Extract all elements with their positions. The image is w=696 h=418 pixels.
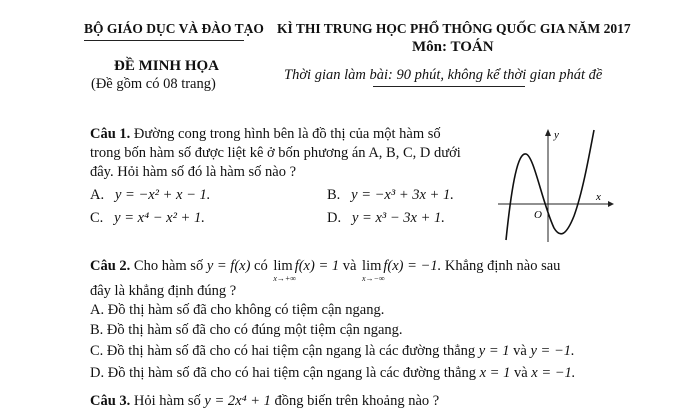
q1-line1 [90,124,441,144]
q1-option-a [90,185,210,205]
q2-option-a: A. Đồ thị hàm số đã cho không có tiệm cận ngang. [90,302,385,318]
cubic-curve [506,130,594,240]
q1-option-c-letter: C. [90,210,104,226]
exam-title: KÌ THI TRUNG HỌC PHỔ THÔNG QUỐC GIA NĂM 2017 [277,21,631,36]
q2-intro: Cho hàm số [133,258,204,274]
q3-label: Câu 3. [90,393,131,409]
q2-lim2-sub: x→−∞ [362,274,385,283]
q2-option-d-mid: và [513,365,528,381]
q2-tail: Khẳng định nào sau [444,258,561,274]
q2-label: Câu 2. [90,258,131,274]
q1-function-graph [496,124,616,244]
q1-option-a-expr: y = −x² + x − 1. [114,187,211,203]
q2-and: và [342,258,357,274]
q2-option-c-text: C. Đồ thị hàm số đã cho có hai tiệm cận ngang là các đường thẳng [90,343,476,359]
q2-lim2-rest: f(x) = −1. [383,258,442,274]
q2-option-d-math1: x = 1 [479,365,511,381]
q3-tail: đồng biến trên khoảng nào ? [274,393,440,409]
q2-limit-minus-inf [362,256,385,283]
q2-option-c-math1: y = 1 [478,343,510,359]
x-axis-label: x [596,191,601,203]
y-axis-arrow [545,129,551,136]
ministry-name: BỘ GIÁO DỤC VÀ ĐÀO TẠO [84,21,264,36]
q1-option-b-expr: y = −x³ + 3x + 1. [351,187,454,203]
q2-option-c [90,341,575,361]
q2-line1 [90,256,561,283]
q2-option-d [90,363,575,383]
q2-option-d-text: D. Đồ thị hàm số đã cho có hai tiệm cận ngang là các đường thẳng [90,365,476,381]
q1-label: Câu 1. [90,126,131,142]
q2-option-b: B. Đồ thị hàm số đã cho có đúng một tiệm cận ngang. [90,322,403,338]
q2-lim1-sub: x→+∞ [273,274,297,283]
q2-line2: đây là khẳng định đúng ? [90,283,237,299]
subject-title: Môn: TOÁN [412,39,494,55]
q1-line2: trong bốn hàm số được liệt kê ở bốn phương án A, B, C, D dưới [90,145,461,161]
q2-limit-plus-inf [273,256,297,283]
q3-func: y = 2x⁴ + 1 [204,393,271,409]
time-note: Thời gian làm bài: 90 phút, không kể thời gian phát đề [284,67,603,83]
y-axis-label: y [554,129,559,141]
pages-note: (Đề gồm có 08 trang) [91,76,216,92]
q3-intro: Hỏi hàm số [133,393,201,409]
q2-lim2-word: lim [362,258,382,274]
q1-option-b [327,185,454,205]
q1-text-1: Đường cong trong hình bên là đồ thị của một hàm số [133,126,441,142]
origin-label: O [534,209,542,221]
q3-line1 [90,391,439,411]
q1-option-d [327,208,445,228]
time-note-underline [373,86,525,87]
q1-option-c [90,208,205,228]
q1-option-a-letter: A. [90,187,105,203]
q2-option-c-mid: và [513,343,527,359]
ministry-underline [84,40,244,41]
q2-func: y = f(x) [206,258,251,274]
q1-option-b-letter: B. [327,187,341,203]
q1-line3: đây. Hỏi hàm số đó là hàm số nào ? [90,164,297,180]
q1-option-c-expr: y = x⁴ − x² + 1. [114,210,205,226]
q2-lim1-rest: f(x) = 1 [294,258,340,274]
q1-option-d-expr: y = x³ − 3x + 1. [351,210,445,226]
q1-option-d-letter: D. [327,210,342,226]
x-axis-arrow [608,201,614,207]
paper-type: ĐỀ MINH HỌA [114,58,219,74]
q2-option-d-math2: x = −1. [531,365,576,381]
q2-option-c-math2: y = −1. [530,343,575,359]
q2-lim1-word: lim [273,258,293,274]
q2-has: có [254,258,268,274]
